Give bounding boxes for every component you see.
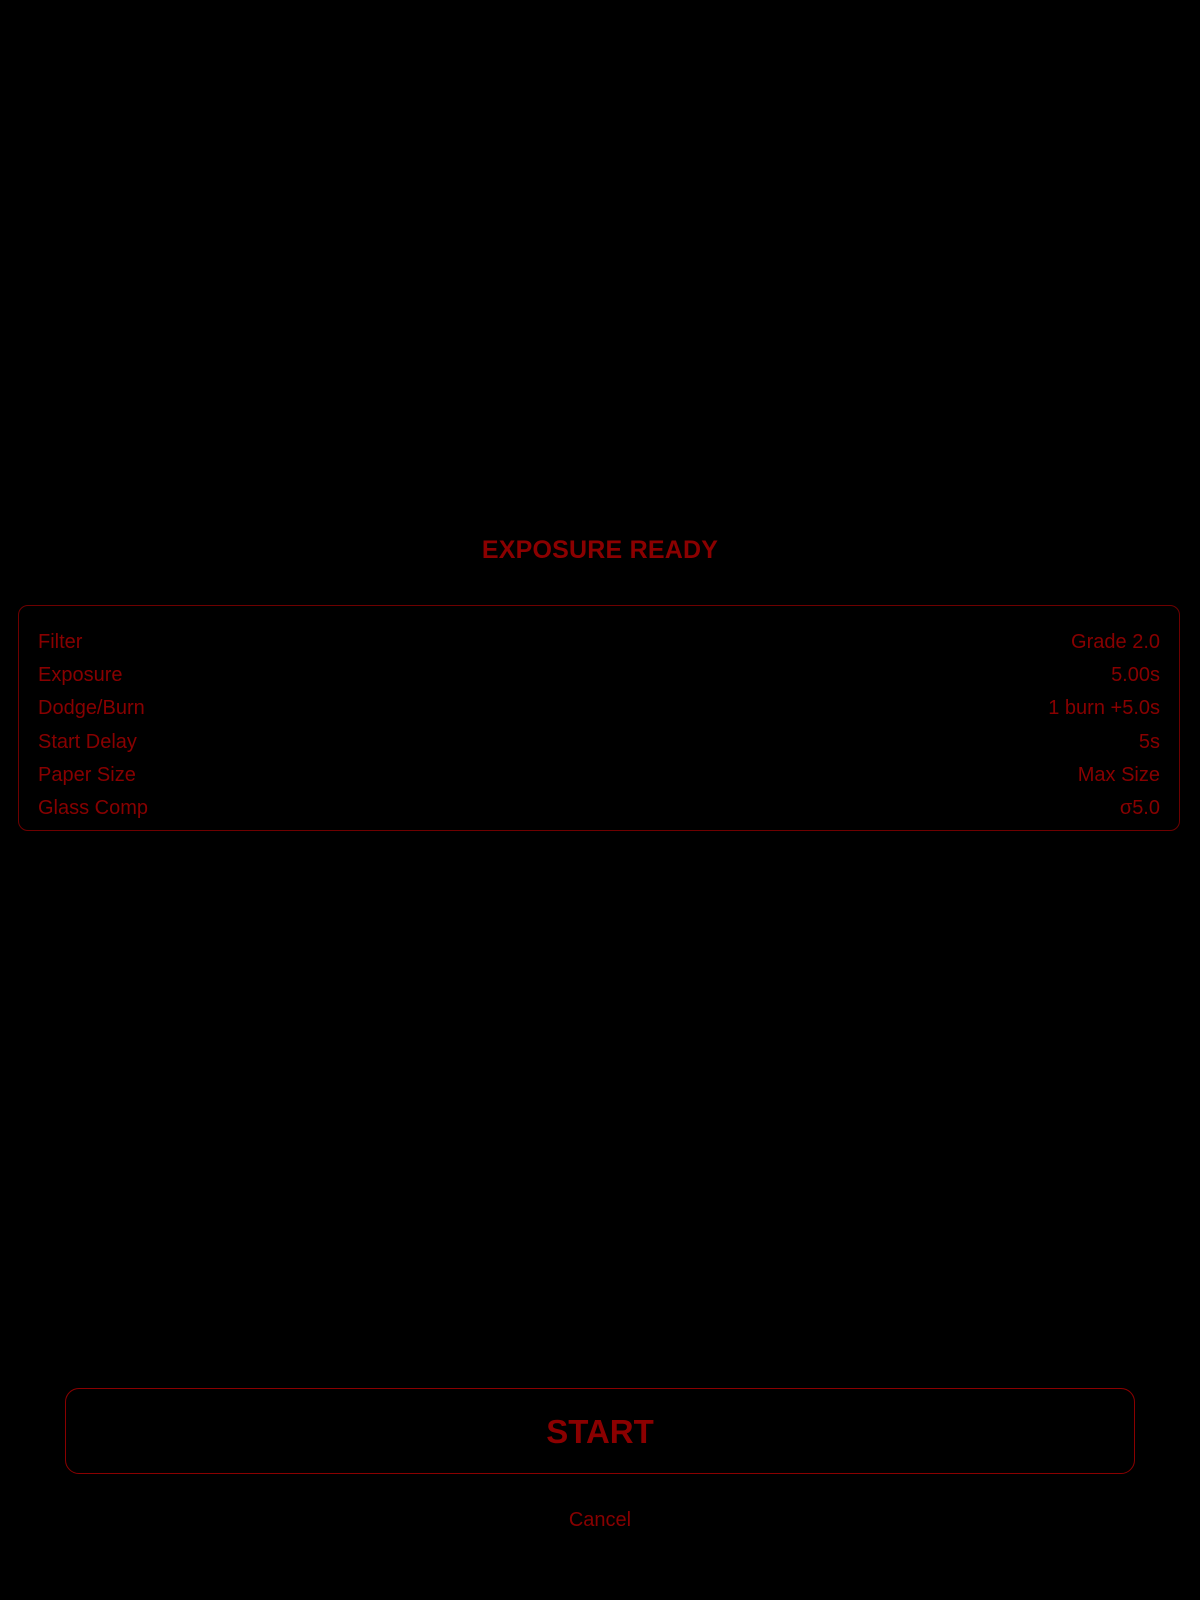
summary-row-paper-size — [38, 759, 1160, 792]
summary-value: Max Size — [1077, 763, 1160, 786]
summary-label: Exposure — [38, 664, 123, 687]
summary-row-glass-comp — [38, 792, 1160, 825]
summary-label: Dodge/Burn — [38, 697, 145, 720]
summary-row-dodge-burn — [38, 692, 1160, 725]
start-button[interactable]: START — [65, 1388, 1135, 1474]
summary-value: σ5.0 — [1119, 797, 1160, 820]
summary-row-start-delay — [38, 726, 1160, 759]
summary-row-filter — [38, 626, 1160, 659]
summary-value: 1 burn +5.0s — [1048, 697, 1160, 720]
summary-label: Paper Size — [38, 763, 136, 786]
summary-row-exposure — [38, 659, 1160, 692]
summary-value: 5s — [1138, 730, 1160, 753]
exposure-summary-card — [18, 605, 1180, 831]
summary-label: Glass Comp — [38, 797, 149, 820]
summary-value: Grade 2.0 — [1071, 631, 1160, 654]
cancel-button[interactable]: Cancel — [568, 1509, 632, 1531]
summary-value: 5.00s — [1111, 664, 1160, 687]
summary-label: Filter — [38, 631, 83, 654]
summary-label: Start Delay — [38, 730, 137, 753]
page-title: EXPOSURE READY — [481, 536, 719, 564]
